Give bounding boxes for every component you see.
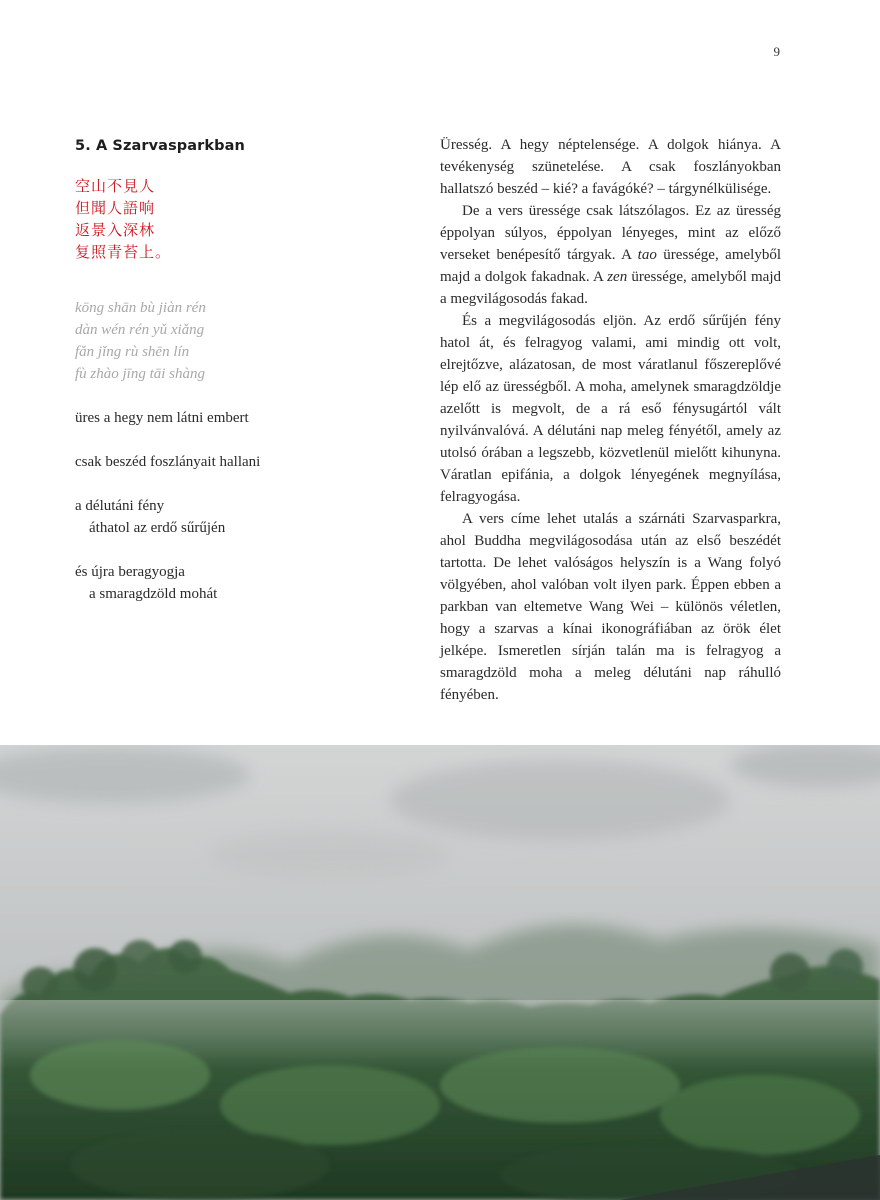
translation-stanza (75, 495, 375, 539)
chinese-line: 复照青苔上。 (75, 245, 172, 261)
commentary-paragraph: Üresség. A hegy néptelensége. A dolgok hiánya. A tevékenység szünetelése. A csak foszlányokban hallatszó beszéd – kié? a favágóké? – tárgynélkülisége. (440, 137, 781, 197)
translation-line: üres a hegy nem látni embert (75, 410, 249, 426)
pinyin-line: dàn wén rén yǔ xiǎng (75, 322, 205, 338)
commentary-text: üressége, amelyből majd a megvilágosodás fakad. (440, 269, 781, 307)
chinese-poem (75, 176, 375, 264)
commentary-paragraph: A vers címe lehet utalás a szárnáti Szarvasparkra, ahol Buddha megvilágosodása után az első beszédét tartotta. De lehet valóságos helyszín is a Wang folyó völgyében, ahol valóban volt ilyen park. Éppen ebben a parkban van eltemetve Wang Wei – különös véletlen, hogy a szarvas a kínai ikonográfiában az örök élet jelképe. Ismeretlen sírján talán ma is felragyog a smaragdzöld moha a meleg délutáni nap ráhulló fényében. (440, 511, 781, 703)
translation-stanza (75, 451, 375, 473)
page-number: 9 (773, 44, 780, 59)
commentary-paragraph: És a megvilágosodás eljön. Az erdő sűrűjén fény hatol át, és felragyog valami, ami mindig ott volt, elrejtőzve, alázatosan, de most váratlanul főszereplővé lép elő az ürességből. A moha, amelynek smaragdzöldje azelőtt is megvolt, de a rá eső fénysugártól vált nyilvánvalóvá. A délutáni nap meleg fényétől, amely az utolsó órában a legszebb, közvetlenül mielőtt kihunyna. Váratlan epifánia, a dolgok lényegének megnyílása, felragyogása. (440, 313, 781, 505)
commentary-text: De a vers üressége csak látszólagos. Ez az üresség éppolyan súlyos, éppolyan lényeges, mint az előző verseket benépesítő tárgyak. A (440, 203, 781, 263)
translation-line: csak beszéd foszlányait hallani (75, 454, 261, 470)
translation-stanza (75, 407, 375, 429)
translation-line: a délutáni fény (75, 498, 165, 514)
chinese-line: 但聞人語响 (75, 201, 156, 217)
pinyin-transcription (75, 297, 375, 385)
translation-line: áthatol az erdő sűrűjén (89, 520, 226, 536)
translation-line: a smaragdzöld mohát (89, 586, 218, 602)
pinyin-line: kōng shān bù jiàn rén (75, 300, 206, 316)
chinese-line: 空山不見人 (75, 179, 156, 195)
poem-heading: 5. A Szarvasparkban (75, 138, 245, 154)
commentary-paragraph (440, 200, 781, 310)
term-zen: zen (607, 269, 628, 285)
hungarian-translation (75, 407, 375, 605)
commentary-text: üressége, amelyből majd a dolgok fakadnak. A (440, 247, 781, 285)
translation-line: és újra beragyogja (75, 564, 185, 580)
chinese-line: 返景入深林 (75, 223, 156, 239)
translation-stanza (75, 561, 375, 605)
misty-forest-image (0, 745, 880, 1200)
commentary-column (440, 134, 781, 706)
pinyin-line: fǎn jǐng rù shēn lín (75, 344, 190, 360)
poem-column (75, 138, 375, 627)
misty-forest-photo (0, 745, 880, 1200)
term-tao: tao (637, 247, 657, 263)
pinyin-line: fù zhào jīng tāi shàng (75, 366, 206, 382)
